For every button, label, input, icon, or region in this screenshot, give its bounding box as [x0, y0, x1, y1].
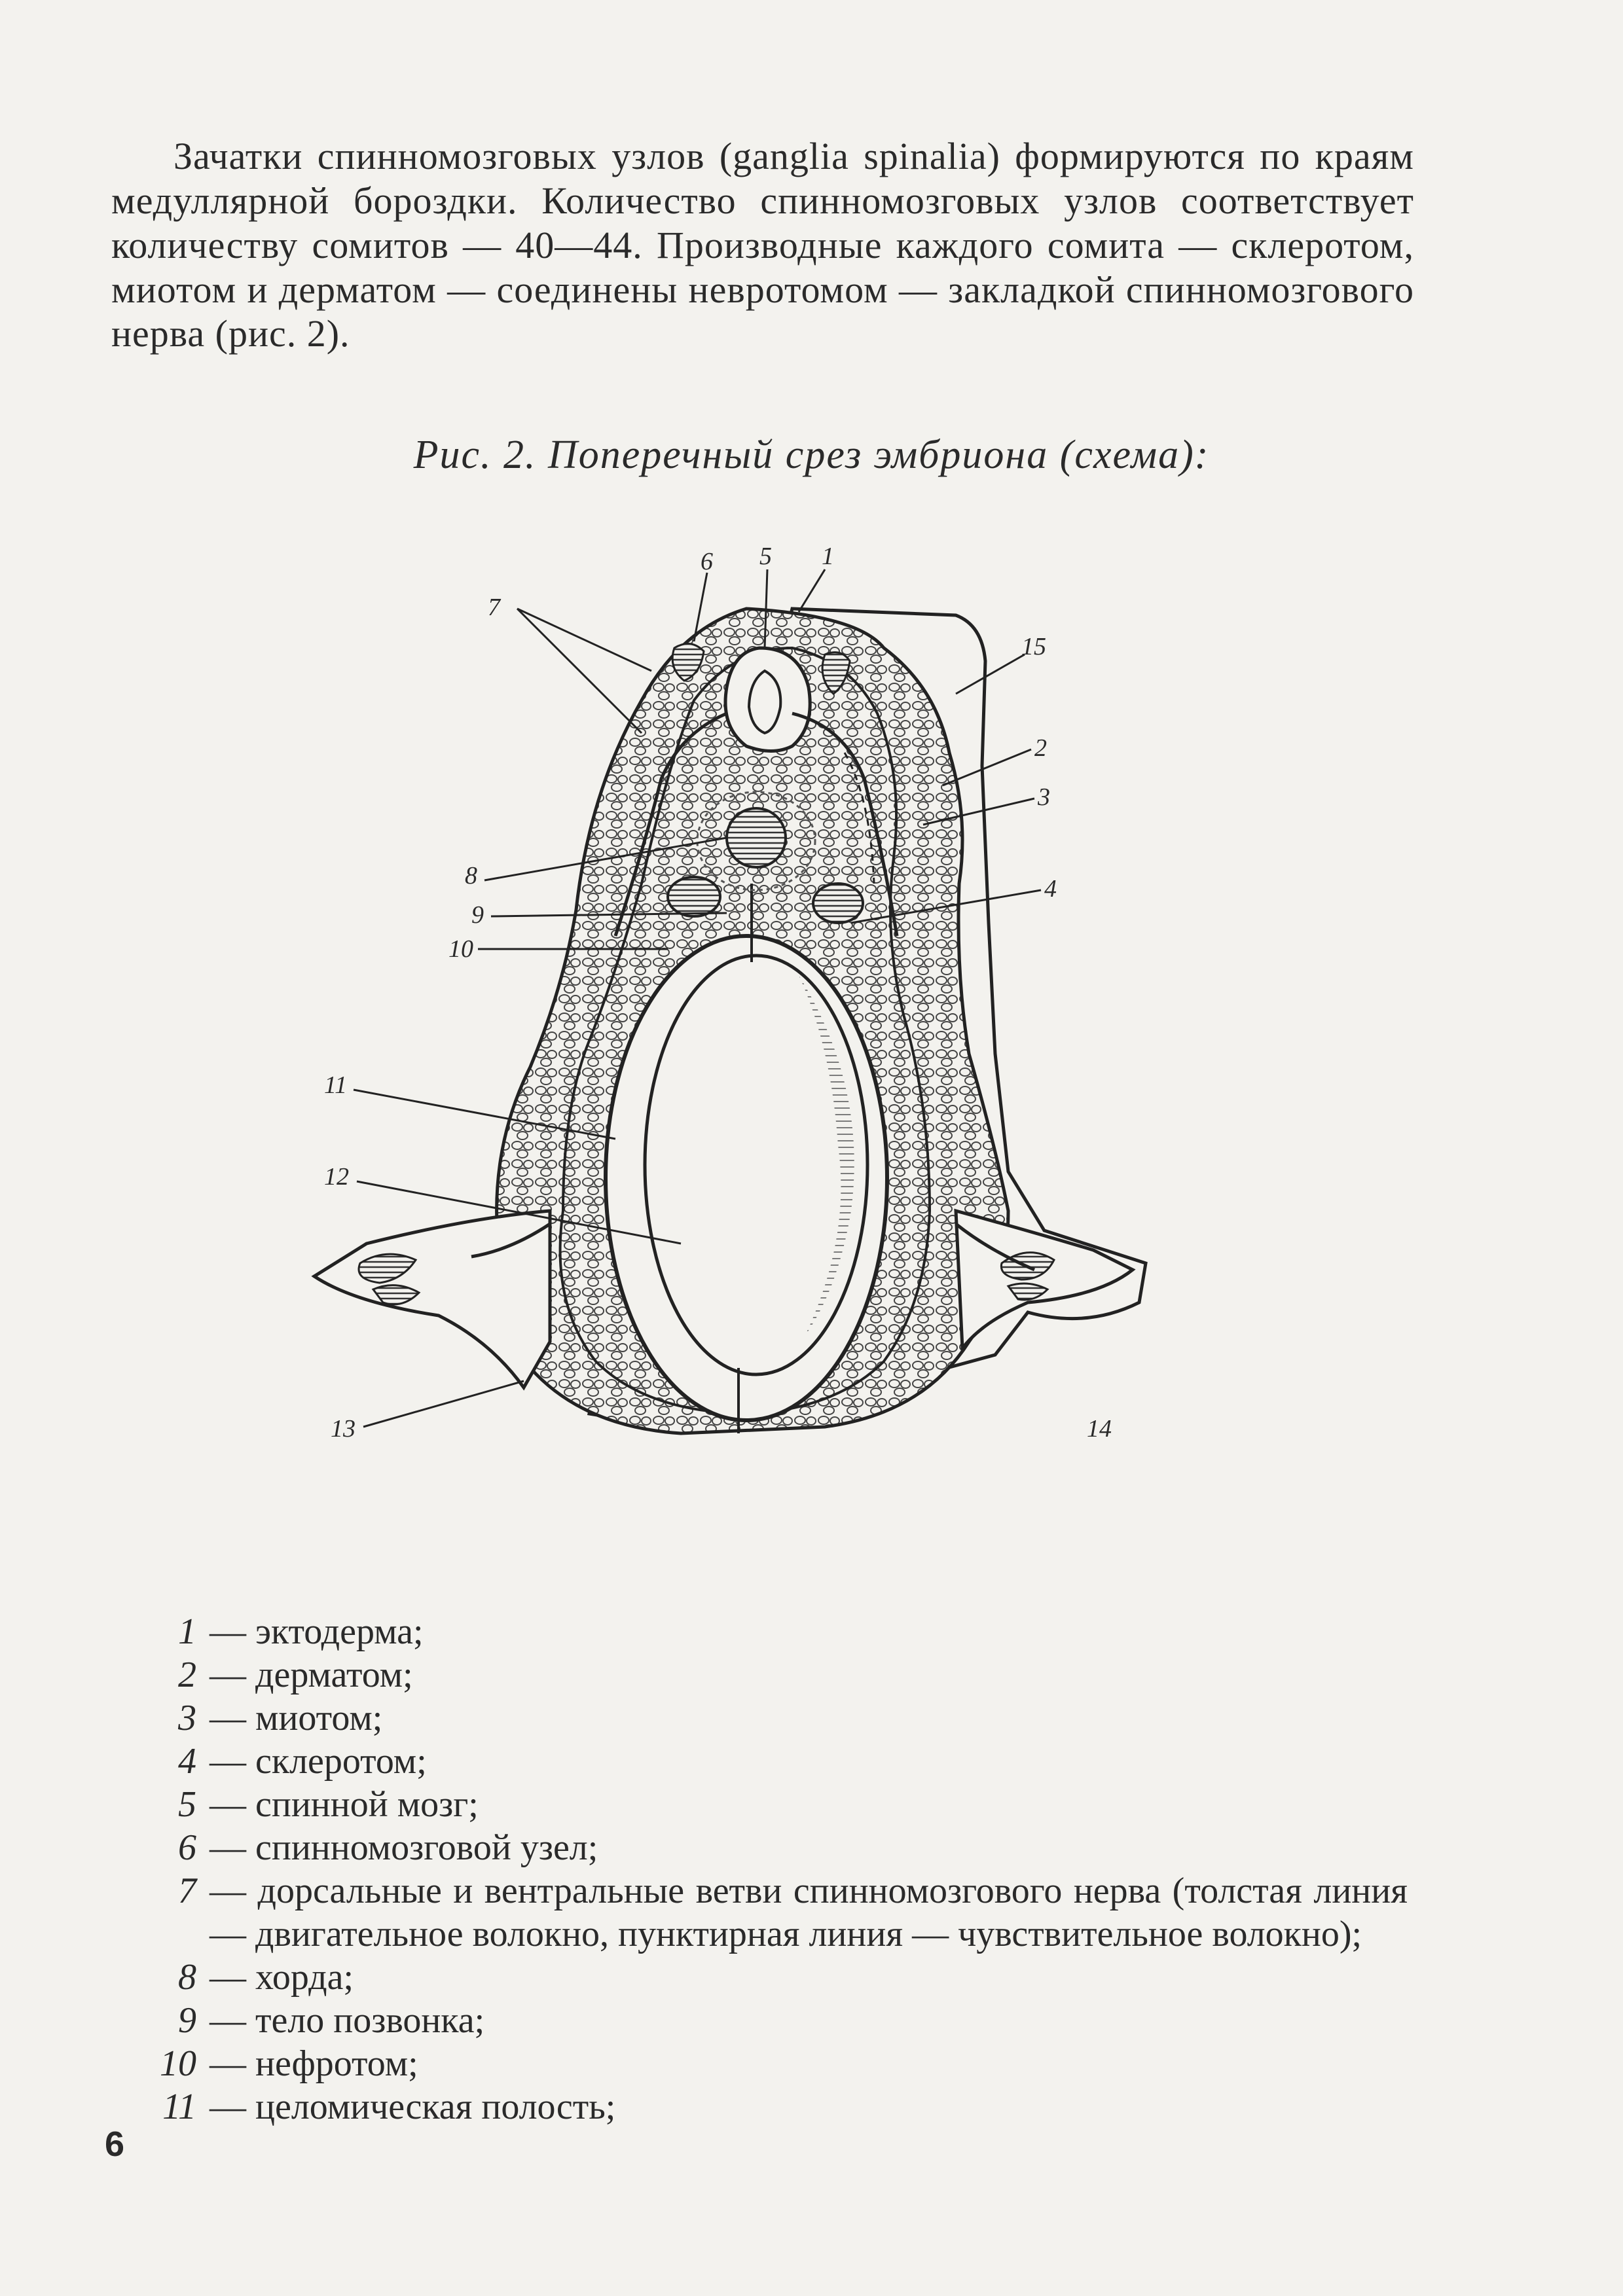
- left-flap: [314, 1211, 550, 1388]
- nephrotome-right: [813, 884, 863, 923]
- fig-label-11: 11: [324, 1071, 348, 1099]
- legend-item: 11 — целомическая полость;: [162, 2087, 616, 2127]
- page-number: 6: [105, 2125, 125, 2164]
- fig-label-1: 1: [822, 543, 834, 570]
- fig-label-3: 3: [1038, 783, 1050, 811]
- fig-label-6: 6: [701, 548, 713, 575]
- nephrotome-left: [668, 877, 720, 916]
- legend-item: 6 — спинномозговой узел;: [178, 1827, 598, 1868]
- fig-label-5: 5: [759, 543, 772, 570]
- embryo-diagram: [275, 517, 1290, 1577]
- legend-item: 5 — спинной мозг;: [178, 1784, 479, 1825]
- fig-label-15: 15: [1021, 633, 1046, 660]
- legend-item: 10 — нефротом;: [160, 2043, 418, 2084]
- fig-label-14: 14: [1087, 1415, 1112, 1443]
- coelomic-cavity-inner: [645, 956, 867, 1374]
- legend-item: 1 — эктодерма;: [178, 1611, 424, 1652]
- figure-legend: [98, 1610, 1408, 2128]
- fig-label-7: 7: [488, 594, 500, 621]
- fig-label-10: 10: [448, 935, 473, 963]
- legend-item: 2 — дерматом;: [178, 1655, 413, 1695]
- legend-item: 9 — тело позвонка;: [178, 2000, 485, 2041]
- legend-item: 3 — миотом;: [178, 1698, 383, 1738]
- notochord: [727, 808, 786, 867]
- legend-item: 7 — дорсальные и вентральные ветви спинномозгового нерва (толстая линия — двигательное волокно, пунктирная линия — чувствительное волокно);: [178, 1871, 1408, 1954]
- body-paragraph: Зачатки спинномозговых узлов (ganglia spinalia) формируются по краям медуллярной бороздки. Количество спинномозговых узлов соответствует количеству сомитов — 40—44. Производные каждого сомита — склеротом, миотом и дерматом — соединены невротомом — закладкой спинномозгового нерва (рис. 2).: [111, 135, 1414, 355]
- fig-label-2: 2: [1034, 734, 1047, 762]
- neural-tube: [725, 648, 810, 751]
- fig-label-4: 4: [1044, 875, 1057, 903]
- fig-label-12: 12: [324, 1163, 349, 1191]
- fig-label-13: 13: [331, 1415, 356, 1443]
- figure-caption: Рис. 2. Поперечный срез эмбриона (схема):: [413, 433, 1210, 477]
- fig-label-8: 8: [465, 862, 477, 889]
- legend-item: 4 — склеротом;: [178, 1741, 427, 1782]
- embryo-cross-section-figure: [275, 517, 1290, 1577]
- legend-item: 8 — хорда;: [178, 1957, 354, 1998]
- fig-label-9: 9: [471, 901, 484, 929]
